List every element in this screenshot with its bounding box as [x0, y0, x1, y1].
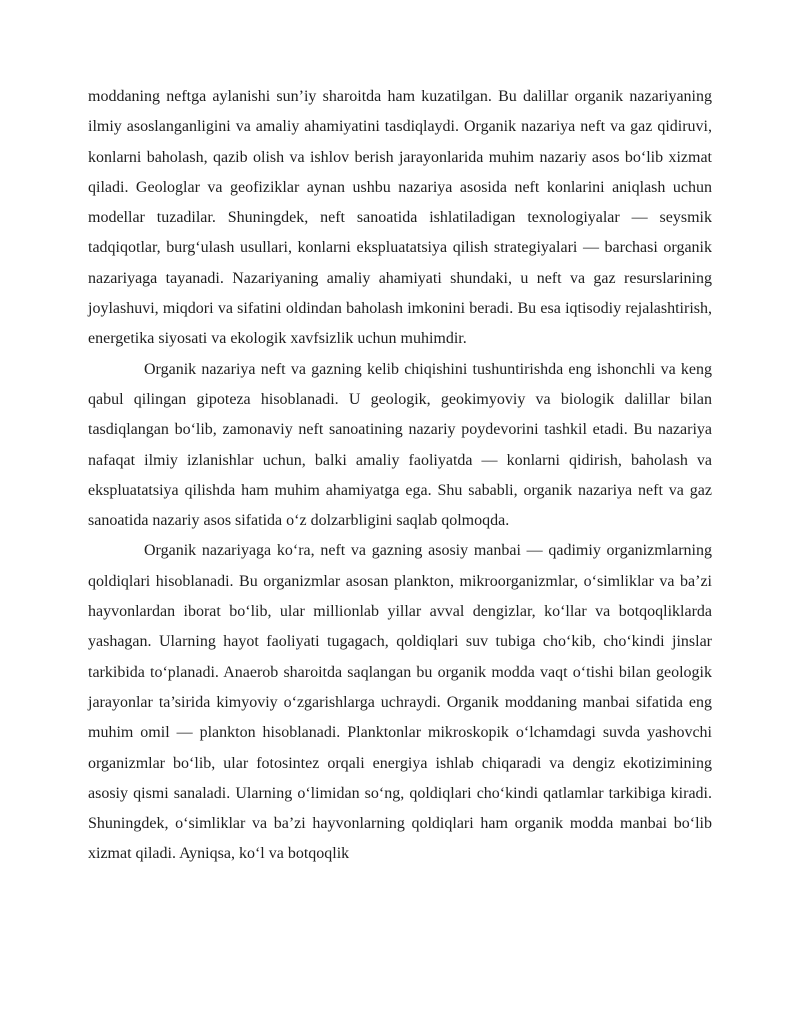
paragraph-2: Organik nazariya neft va gazning kelib chiqishini tushuntirishda eng ishonchli va keng qabul qilingan gipoteza hisoblanadi. U geologik, geokimyoviy va biologik dalillar bilan tasdiqlangan bo‘lib, zamonaviy neft sanoatining nazariy poydevorini tashkil etadi. Bu nazariya nafaqat ilmiy izlanishlar uchun, balki amaliy faoliyatda — konlarni qidirish, baholash va ekspluatatsiya qilishda ham muhim ahamiyatga ega. Shu sababli, organik nazariya neft va gaz sanoatida nazariy asos sifatida o‘z dolzarbligini saqlab qolmoqda. — [88, 360, 712, 530]
paragraph-3: Organik nazariyaga ko‘ra, neft va gazning asosiy manbai — qadimiy organizmlarning qoldiqlari hisoblanadi. Bu organizmlar asosan plankton, mikroorganizmlar, o‘simliklar va ba’zi hayvonlardan iborat bo‘lib, ular millionlab yillar avval dengizlar, ko‘llar va botqoqliklarda yashagan. Ularning hayot faoliyati tugagach, qoldiqlari suv tubiga cho‘kib, cho‘kindi jinslar tarkibida to‘planadi. Anaerob sharoitda saqlangan bu organik modda vaqt o‘tishi bilan geologik jarayonlar ta’sirida kimyoviy o‘zgarishlarga uchraydi. Organik moddaning manbai sifatida eng muhim omil — plankton hisoblanadi. Planktonlar mikroskopik o‘lchamdagi suvda yashovchi organizmlar bo‘lib, ular fotosintez orqali energiya ishlab chiqaradi va dengiz ekotizimining asosiy qismi sanaladi. Ularning o‘limidan so‘ng, qoldiqlari cho‘kindi qatlamlar tarkibiga kiradi. Shuningdek, o‘simliklar va ba’zi hayvonlarning qoldiqlari ham organik modda manbai bo‘lib xizmat qiladi. Ayniqsa, ko‘l va botqoqlik — [88, 542, 712, 863]
document-page — [88, 82, 712, 870]
paragraph-1: moddaning neftga aylanishi sun’iy sharoitda ham kuzatilgan. Bu dalillar organik nazariyaning ilmiy asoslanganligini va amaliy ahamiyatini tasdiqlaydi. Organik nazariya neft va gaz qidiruvi, konlarni baholash, qazib olish va ishlov berish jarayonlarida muhim nazariy asos bo‘lib xizmat qiladi. Geologlar va geofiziklar aynan ushbu nazariya asosida neft konlarini aniqlash uchun modellar tuzadilar. Shuningdek, neft sanoatida ishlatiladigan texnologiyalar — seysmik tadqiqotlar, burg‘ulash usullari, konlarni ekspluatatsiya qilish strategiyalari — barchasi organik nazariyaga tayanadi. Nazariyaning amaliy ahamiyati shundaki, u neft va gaz resurslarining joylashuvi, miqdori va sifatini oldindan baholash imkonini beradi. Bu esa iqtisodiy rejalashtirish, energetika siyosati va ekologik xavfsizlik uchun muhimdir. — [88, 88, 712, 348]
